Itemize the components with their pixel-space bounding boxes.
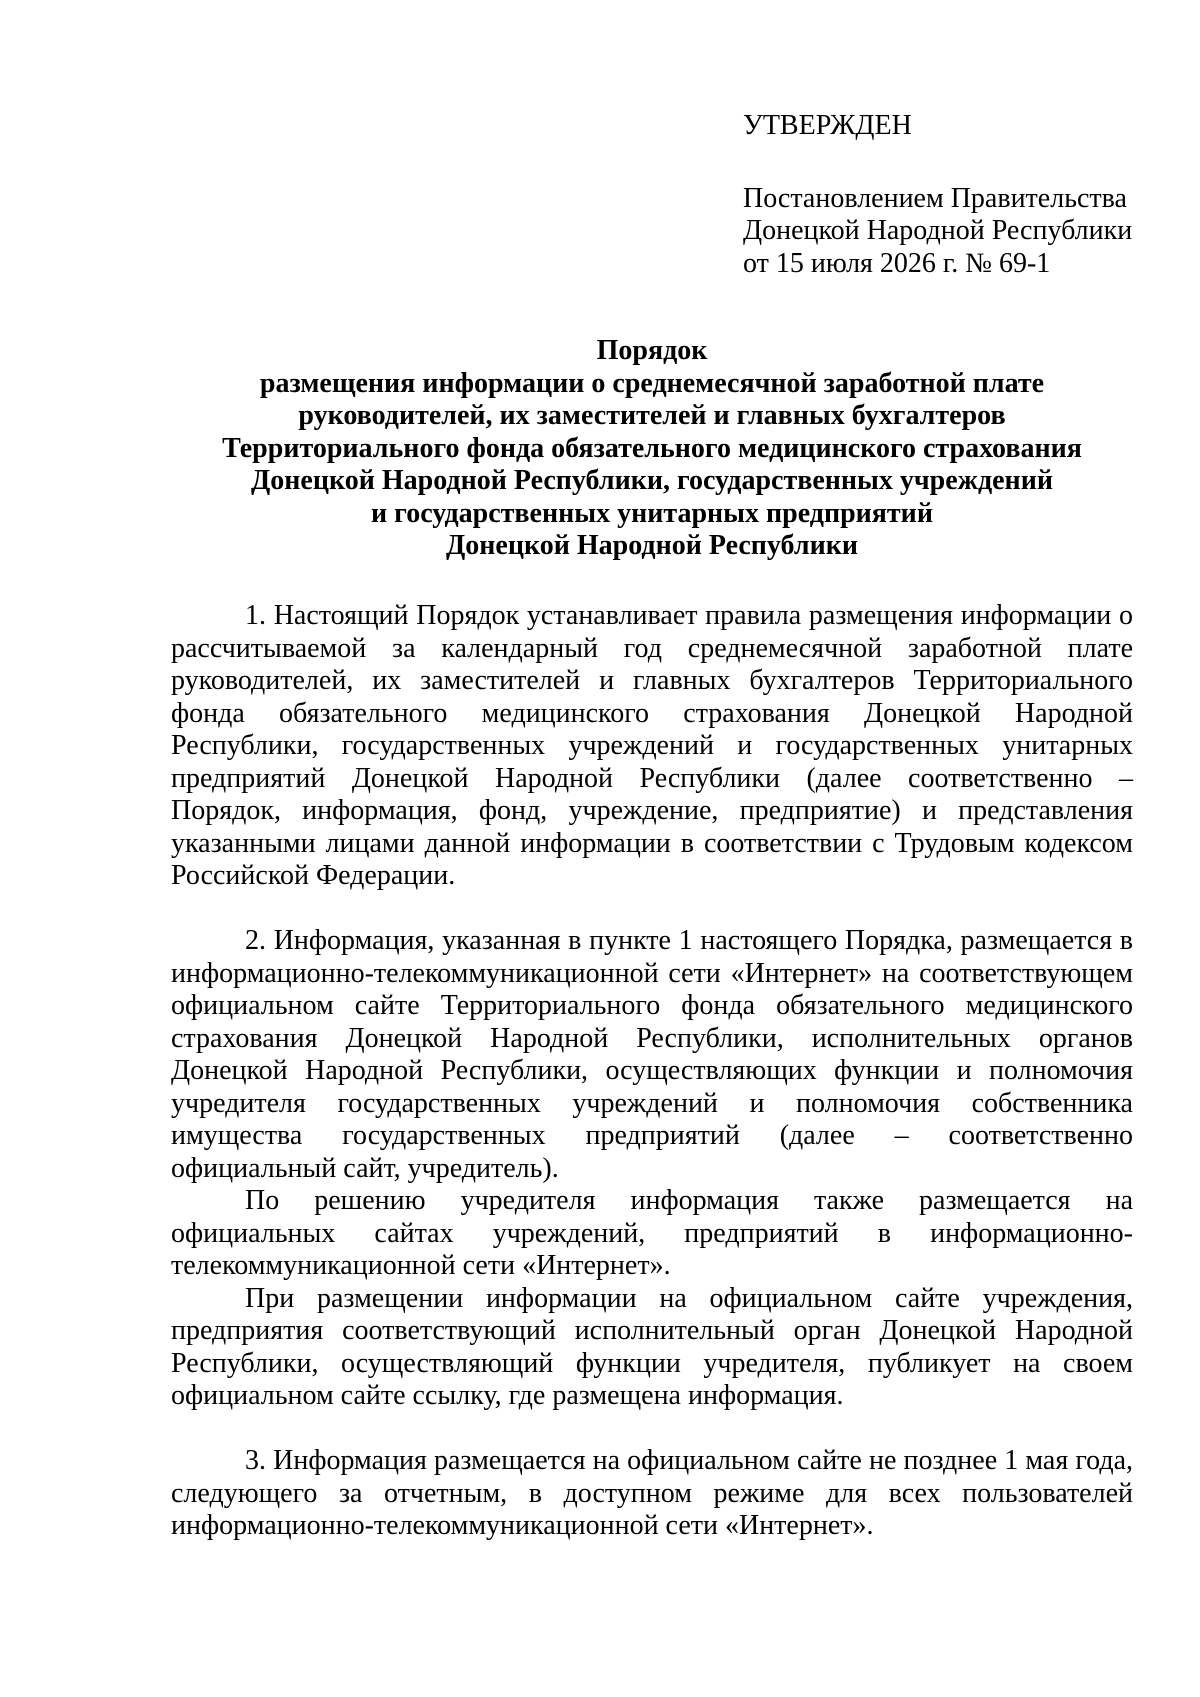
title-line: руководителей, их заместителей и главных бухгалтеров: [298, 400, 1006, 431]
approval-line-decree: Постановлением Правительства: [743, 182, 1127, 214]
document-body: [171, 600, 1133, 1543]
title-line: Донецкой Народной Республики: [446, 530, 858, 561]
title-line: размещения информации о среднемесячной заработной плате: [259, 367, 1045, 399]
title-line: Донецкой Народной Республики, государственных учреждений: [251, 465, 1053, 496]
title-line: Порядок: [596, 335, 708, 366]
approval-block: [743, 110, 1183, 280]
paragraph-2: 2. Информация, указанная в пункте 1 настоящего Порядка, размещается в информационно-телекоммуникационной сети «Интернет» на соответствующем официальном сайте Территориального фонда обязательного медицинского страхования Донецкой Народной Республики, исполнительных органов Донецкой Народной Республики, осуществляющих функции и полномочия учредителя государственных учреждений и полномочия собственника имущества государственных предприятий (далее – соответственно официальный сайт, учредитель).: [171, 925, 1133, 1184]
approval-line-government: Донецкой Народной Республики: [743, 215, 1133, 246]
approval-stamp: УТВЕРЖДЕН: [743, 110, 912, 141]
title-line: и государственных унитарных предприятий: [371, 497, 933, 529]
paragraph-gap: [171, 893, 1133, 926]
document-title: [171, 335, 1133, 563]
title-line: Территориального фонда обязательного медицинского страхования: [222, 432, 1082, 464]
paragraph-1: 1. Настоящий Порядок устанавливает правила размещения информации о рассчитываемой за календарный год среднемесячной заработной плате руководителей, их заместителей и главных бухгалтеров Территориального фонда обязательного медицинского страхования Донецкой Народной Республики, государственных учреждений и государственных унитарных предприятий Донецкой Народной Республики (далее соответственно – Порядок, информация, фонд, учреждение, предприятие) и представления указанными лицами данной информации в соответствии с Трудовым кодексом Российской Федерации.: [171, 600, 1133, 891]
paragraph-3: 3. Информация размещается на официальном сайте не позднее 1 мая года, следующего за отчетным, в доступном режиме для всех пользователей информационно-телекоммуникационной сети «Интернет».: [171, 1445, 1133, 1541]
approval-line-date: от 15 июля 2026 г. № 69-1: [743, 247, 1051, 279]
paragraph-gap: [171, 1413, 1133, 1446]
paragraph-2-publication: По решению учредителя информация также размещается на официальных сайтах учреждений, предприятий в информационно-телекоммуникационной сети «Интернет».: [171, 1185, 1133, 1281]
paragraph-2-link: При размещении информации на официальном сайте учреждения, предприятия соответствующий исполнительный орган Донецкой Народной Республики, осуществляющий функции учредителя, публикует на своем официальном сайте ссылку, где размещена информация.: [171, 1282, 1133, 1411]
